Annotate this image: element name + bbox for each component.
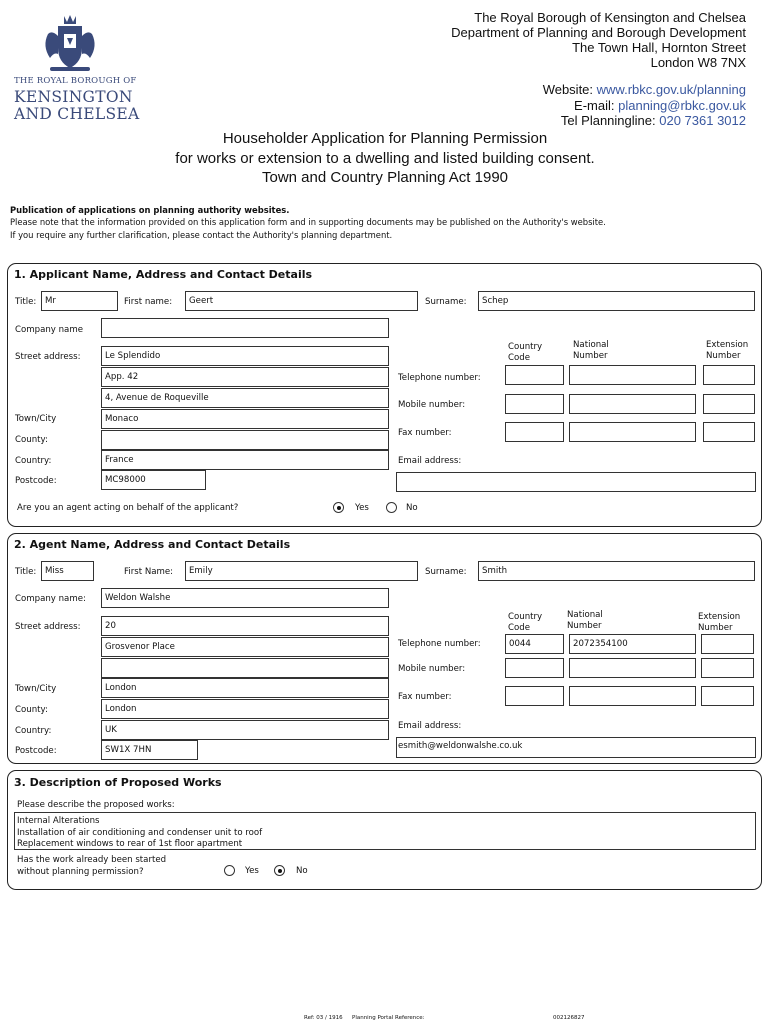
agent-surname-field[interactable]: Smith <box>478 561 755 581</box>
form-title <box>0 129 770 188</box>
applicant-surname-field[interactable]: Schep <box>478 291 755 311</box>
applicant-email-label: Email address: <box>398 456 462 466</box>
section-1-title: 1. Applicant Name, Address and Contact Details <box>14 268 313 281</box>
applicant-street-3-field[interactable]: 4, Avenue de Roqueville <box>101 388 389 408</box>
agent-mob-number-field[interactable] <box>569 658 696 678</box>
describe-works-label: Please describe the proposed works: <box>17 800 175 810</box>
applicant-first-name-field[interactable]: Geert <box>185 291 418 311</box>
publication-notice <box>10 204 606 241</box>
address-line-1: The Royal Borough of Kensington and Chelsea <box>474 10 746 25</box>
borough-crest-logo <box>40 12 100 74</box>
agent-county-label: County: <box>15 705 48 715</box>
agent-company-field[interactable]: Weldon Walshe <box>101 588 389 608</box>
applicant-country-field[interactable]: France <box>101 450 389 470</box>
agent-street-2-field[interactable]: Grosvenor Place <box>101 637 389 657</box>
applicant-town-label: Town/City <box>15 414 57 424</box>
agent-town-field[interactable]: London <box>101 678 389 698</box>
applicant-country-code-header: Country Code <box>508 342 543 363</box>
applicant-fax-label: Fax number: <box>398 428 452 438</box>
contact-details <box>543 82 746 129</box>
applicant-street-label: Street address: <box>15 352 81 362</box>
applicant-mob-extension-field[interactable] <box>703 394 755 414</box>
work-started-question-line-2: without planning permission? <box>17 866 144 877</box>
applicant-title-field[interactable]: Mr <box>41 291 118 311</box>
agent-mob-country-code-field[interactable] <box>505 658 564 678</box>
agent-postcode-label: Postcode: <box>15 746 57 756</box>
publication-heading: Publication of applications on planning authority websites. <box>10 205 290 215</box>
agent-county-field[interactable]: London <box>101 699 389 719</box>
address-line-4: London W8 7NX <box>650 55 746 70</box>
work-started-no-label: No <box>296 866 308 876</box>
work-started-question <box>17 855 166 878</box>
applicant-company-field[interactable] <box>101 318 389 338</box>
applicant-tel-number-field[interactable] <box>569 365 696 385</box>
agent-company-label: Company name: <box>15 594 86 604</box>
council-line-2: KENSINGTON <box>14 87 133 106</box>
agent-first-name-field[interactable]: Emily <box>185 561 418 581</box>
applicant-postcode-label: Postcode: <box>15 476 57 486</box>
agent-country-label: Country: <box>15 726 52 736</box>
applicant-county-field[interactable] <box>101 430 389 450</box>
applicant-street-2-field[interactable]: App. 42 <box>101 367 389 387</box>
agent-country-code-header: Country Code <box>508 612 543 633</box>
applicant-first-name-label: First name: <box>124 297 173 307</box>
applicant-fax-country-code-field[interactable] <box>505 422 564 442</box>
publication-line-1: Please note that the information provided on this application form and in supporting documents may be published on the Authority's website. <box>10 217 606 228</box>
applicant-mobile-label: Mobile number: <box>398 400 466 410</box>
address-line-2: Department of Planning and Borough Development <box>451 25 746 40</box>
agent-tel-number-field[interactable]: 2072354100 <box>569 634 696 654</box>
department-address <box>451 10 746 70</box>
applicant-fax-extension-field[interactable] <box>703 422 755 442</box>
applicant-mob-country-code-field[interactable] <box>505 394 564 414</box>
council-line-3: AND CHELSEA <box>14 105 140 123</box>
agent-town-label: Town/City <box>15 684 57 694</box>
agent-extension-header: Extension Number <box>698 612 741 633</box>
applicant-mob-number-field[interactable] <box>569 394 696 414</box>
agent-question: Are you an agent acting on behalf of the applicant? <box>17 503 239 513</box>
agent-yes-radio[interactable] <box>333 502 344 513</box>
applicant-postcode-field[interactable]: MC98000 <box>101 470 206 490</box>
agent-telephone-label: Telephone number: <box>398 639 481 649</box>
form-title-line-2: for works or extension to a dwelling and listed building consent. <box>175 149 595 167</box>
agent-no-radio[interactable] <box>386 502 397 513</box>
tel-label: Tel Planningline: <box>560 113 656 128</box>
agent-postcode-field[interactable]: SW1X 7HN <box>101 740 198 760</box>
applicant-town-field[interactable]: Monaco <box>101 409 389 429</box>
applicant-tel-country-code-field[interactable] <box>505 365 564 385</box>
agent-fax-extension-field[interactable] <box>701 686 754 706</box>
applicant-county-label: County: <box>15 435 48 445</box>
agent-national-number-header: National Number <box>567 610 603 631</box>
agent-first-name-label: First Name: <box>124 567 174 577</box>
form-title-line-3: Town and Country Planning Act 1990 <box>262 169 508 186</box>
council-name <box>14 77 140 123</box>
applicant-telephone-label: Telephone number: <box>398 373 481 383</box>
applicant-extension-header: Extension Number <box>706 340 749 361</box>
applicant-fax-number-field[interactable] <box>569 422 696 442</box>
applicant-national-number-header: National Number <box>573 340 609 361</box>
work-started-no-radio[interactable] <box>274 865 285 876</box>
proposed-works-field[interactable] <box>14 812 756 850</box>
applicant-email-field[interactable] <box>396 472 756 492</box>
website-link[interactable]: www.rbkc.gov.uk/planning <box>596 82 746 97</box>
website-label: Website: <box>542 82 594 97</box>
works-line-3: Replacement windows to rear of 1st floor apartment <box>17 839 243 849</box>
applicant-surname-label: Surname: <box>425 297 467 307</box>
section-3-title: 3. Description of Proposed Works <box>14 776 222 789</box>
agent-title-label: Title: <box>15 567 37 577</box>
agent-surname-label: Surname: <box>425 567 467 577</box>
agent-mobile-label: Mobile number: <box>398 664 466 674</box>
agent-title-field[interactable]: Miss <box>41 561 94 581</box>
form-title-line-1: Householder Application for Planning Permission <box>222 130 548 147</box>
agent-street-3-field[interactable] <box>101 658 389 678</box>
council-line-1: THE ROYAL BOROUGH OF <box>14 76 137 86</box>
agent-tel-extension-field[interactable] <box>701 634 754 654</box>
agent-fax-country-code-field[interactable] <box>505 686 564 706</box>
email-label: E-mail: <box>574 97 615 113</box>
works-line-2: Installation of air conditioning and condenser unit to roof <box>17 827 263 838</box>
agent-fax-number-field[interactable] <box>569 686 696 706</box>
footer-portal-ref: 002126827 <box>553 1015 585 1021</box>
agent-mob-extension-field[interactable] <box>701 658 754 678</box>
agent-tel-country-code-field[interactable]: 0044 <box>505 634 564 654</box>
footer-ref: Ref: 03 / 1916 <box>304 1015 343 1021</box>
address-line-3: The Town Hall, Hornton Street <box>572 40 746 55</box>
section-2-title: 2. Agent Name, Address and Contact Details <box>14 538 291 551</box>
publication-line-2: If you require any further clarification, please contact the Authority's planning department. <box>10 229 393 240</box>
agent-country-field[interactable]: UK <box>101 720 389 740</box>
applicant-title-label: Title: <box>15 297 37 307</box>
work-started-yes-radio[interactable] <box>224 865 235 876</box>
agent-email-label: Email address: <box>398 721 462 731</box>
agent-yes-label: Yes <box>355 503 369 513</box>
applicant-street-1-field[interactable]: Le Splendido <box>101 346 389 366</box>
works-line-1: Internal Alterations <box>17 816 100 826</box>
work-started-yes-label: Yes <box>245 866 259 876</box>
agent-street-label: Street address: <box>15 622 81 632</box>
tel-value: 020 7361 3012 <box>659 113 746 128</box>
applicant-tel-extension-field[interactable] <box>703 365 755 385</box>
footer-portal-label: Planning Portal Reference: <box>352 1015 425 1021</box>
applicant-company-label: Company name <box>15 325 83 335</box>
agent-email-field[interactable]: esmith@weldonwalshe.co.uk <box>396 737 756 758</box>
agent-no-label: No <box>406 503 418 513</box>
applicant-country-label: Country: <box>15 456 52 466</box>
agent-fax-label: Fax number: <box>398 692 452 702</box>
work-started-question-line-1: Has the work already been started <box>17 855 167 865</box>
email-link[interactable]: planning@rbkc.gov.uk <box>618 97 746 113</box>
agent-street-1-field[interactable]: 20 <box>101 616 389 636</box>
